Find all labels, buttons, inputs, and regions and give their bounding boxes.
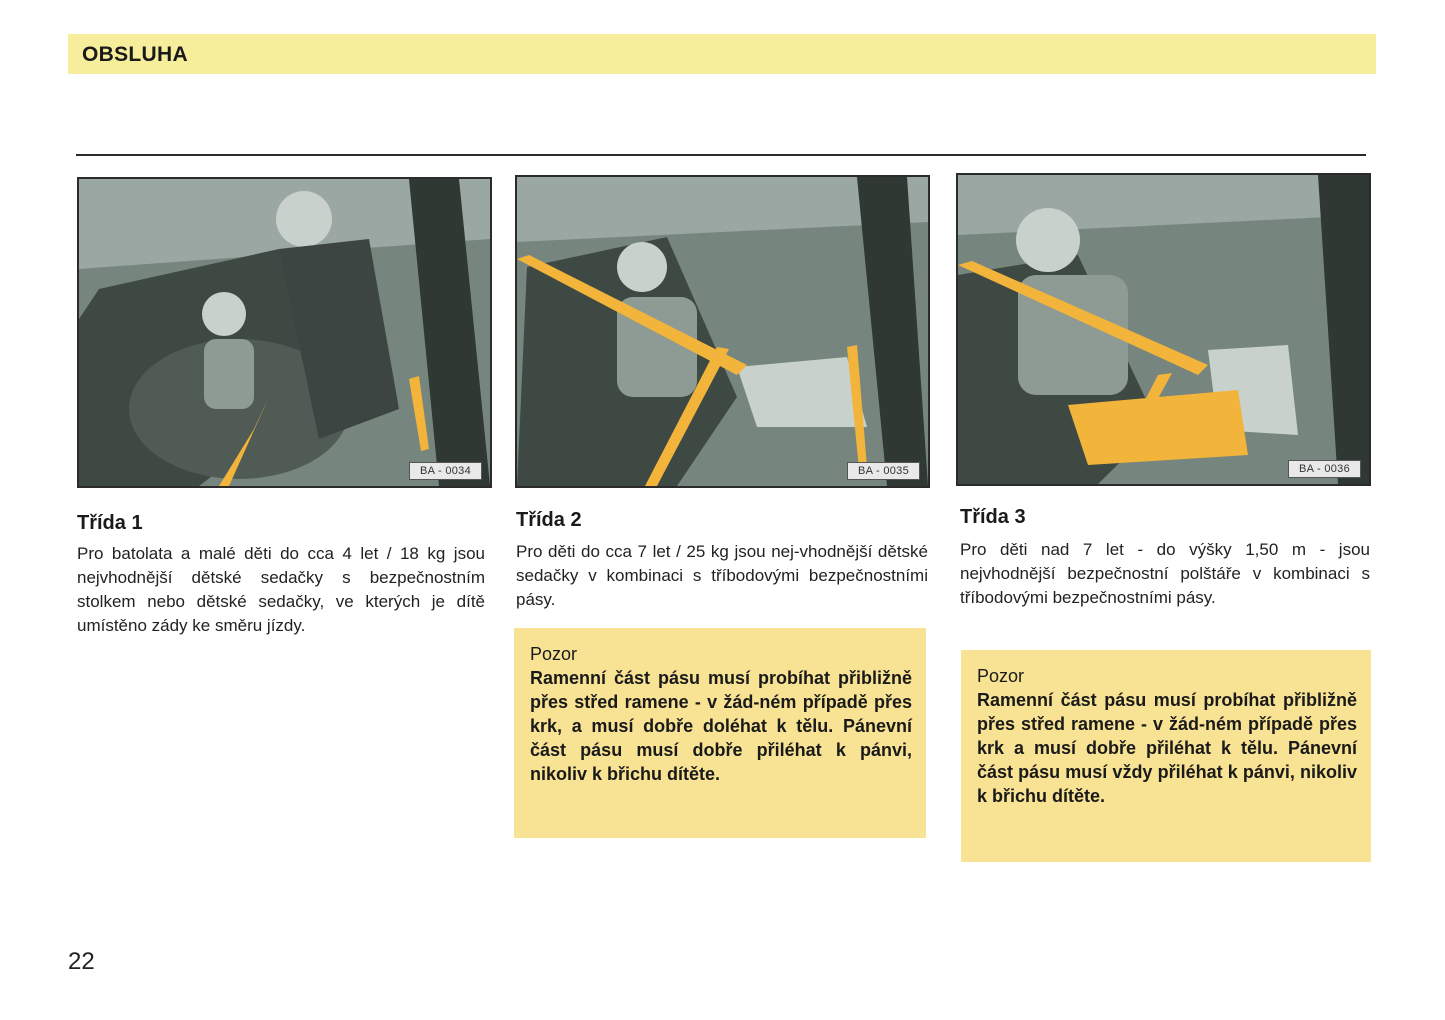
class-1-heading: Třída 1 (77, 512, 143, 534)
class-1-text: Pro batolata a malé děti do cca 4 let / 18 kg jsou nejvhodnější dětské sedačky s bezpečnostním stolkem nebo dětské sedačky, ve kterých je dítě umístěno zády ke směru jízdy. (77, 544, 485, 635)
class-2-text: Pro děti do cca 7 let / 25 kg jsou nej-vhodnější dětské sedačky v kombinaci s tříbodovými bezpečnostními pásy. (516, 542, 928, 609)
page-number: 22 (68, 948, 95, 975)
warning-title: Pozor (530, 644, 578, 664)
warning-text: Ramenní část pásu musí probíhat přibližně přes střed ramene - v žád-ném případě přes krk, a musí dobře doléhat k tělu. Pánevní část pásu musí dobře přiléhat k pánvi, nikoliv k břichu dítěte. (530, 668, 912, 784)
section-header-bar (68, 34, 1376, 74)
class-2-heading: Třída 2 (516, 509, 582, 531)
figure-code-label: BA - 0035 (847, 462, 920, 480)
class-3-warning-box (961, 650, 1371, 862)
figure-class-1 (77, 177, 492, 488)
figure-code-label: BA - 0034 (409, 462, 482, 480)
figure-class-2 (515, 175, 930, 488)
figure-code-label: BA - 0036 (1288, 460, 1361, 478)
section-title: OBSLUHA (82, 43, 188, 66)
class-2-warning-box (514, 628, 926, 838)
figure-class-3 (956, 173, 1371, 486)
class-3-text: Pro děti nad 7 let - do výšky 1,50 m - jsou nejvhodnější bezpečnostní polštáře v kombinaci s tříbodovými bezpečnostními pásy. (960, 540, 1370, 607)
booster-cushion-with-belt-illustration (958, 175, 1369, 484)
divider-rule (76, 154, 1366, 156)
warning-text: Ramenní část pásu musí probíhat přibližně přes střed ramene - v žád-ném případě přes krk a musí dobře přiléhat k tělu. Pánevní část pásu musí vždy přiléhat k pánvi, nikoliv k břichu dítěte. (977, 690, 1357, 806)
child-seat-with-belt-illustration (517, 177, 928, 486)
warning-title: Pozor (977, 666, 1025, 686)
child-rear-facing-seat-illustration (79, 179, 490, 486)
class-3-heading: Třída 3 (960, 506, 1026, 528)
